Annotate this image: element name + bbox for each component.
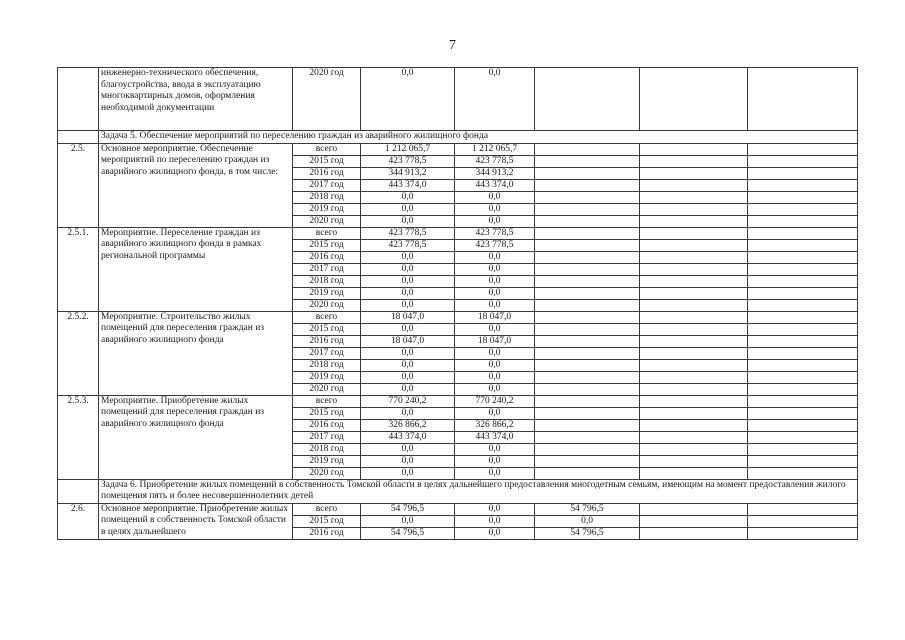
value-total-cell: 0,0 — [361, 287, 455, 299]
continuation-row — [58, 68, 858, 131]
value-total-cell: 423 778,5 — [361, 155, 455, 167]
item-number: 2.5.2. — [58, 311, 99, 395]
table-row — [58, 143, 858, 155]
period-cell: всего — [293, 503, 361, 515]
value-federal-cell — [535, 335, 640, 347]
empty-cell — [748, 179, 858, 191]
value-total-cell: 0,0 — [361, 371, 455, 383]
item-number: 2.5.1. — [58, 227, 99, 311]
empty-cell — [748, 431, 858, 443]
value-total-cell: 1 212 065,7 — [361, 143, 455, 155]
value-total-cell: 443 374,0 — [361, 431, 455, 443]
page-number: 7 — [449, 38, 456, 53]
value-total-cell: 54 796,5 — [361, 503, 455, 515]
value-region-cell: 0,0 — [455, 359, 535, 371]
value-total-cell: 18 047,0 — [361, 311, 455, 323]
program-table — [57, 67, 858, 540]
empty-cell — [640, 167, 748, 179]
value-total-cell: 0,0 — [361, 299, 455, 311]
empty-cell — [640, 323, 748, 335]
period-cell: 2018 год — [293, 443, 361, 455]
empty-cell — [640, 443, 748, 455]
value-region-cell: 18 047,0 — [455, 335, 535, 347]
value-total-cell: 344 913,2 — [361, 167, 455, 179]
empty-cell — [640, 287, 748, 299]
value-total-cell: 0,0 — [361, 347, 455, 359]
value-region-cell: 423 778,5 — [455, 239, 535, 251]
value-federal-cell — [535, 407, 640, 419]
value-total-cell: 0,0 — [361, 407, 455, 419]
empty-cell — [748, 527, 858, 539]
value-total-cell: 18 047,0 — [361, 335, 455, 347]
value-total-cell: 0,0 — [361, 251, 455, 263]
period-cell: 2019 год — [293, 371, 361, 383]
empty-cell — [640, 395, 748, 407]
empty-cell — [748, 311, 858, 323]
item-description: Мероприятие. Переселение граждан из аварийного жилищного фонда в рамках региональной программы — [99, 227, 293, 311]
empty-cell — [640, 467, 748, 479]
empty-cell — [748, 395, 858, 407]
empty-cell — [640, 179, 748, 191]
period-cell: 2020 год — [293, 383, 361, 395]
value-total-cell: 0,0 — [361, 203, 455, 215]
period-cell: 2015 год — [293, 515, 361, 527]
table-row — [58, 227, 858, 239]
num-cell — [58, 131, 99, 144]
value-cell: 0,0 — [455, 68, 535, 131]
value-federal-cell: 54 796,5 — [535, 527, 640, 539]
empty-cell — [640, 311, 748, 323]
empty-cell — [748, 335, 858, 347]
value-region-cell: 18 047,0 — [455, 311, 535, 323]
empty-cell — [640, 359, 748, 371]
value-region-cell: 0,0 — [455, 275, 535, 287]
period-cell: 2018 год — [293, 275, 361, 287]
item-number: 2.5. — [58, 143, 99, 227]
empty-cell — [748, 419, 858, 431]
value-total-cell: 0,0 — [361, 263, 455, 275]
value-region-cell: 0,0 — [455, 347, 535, 359]
item-description: Мероприятие. Строительство жилых помещений для переселения граждан из аварийного жилищного фонда — [99, 311, 293, 395]
value-total-cell: 0,0 — [361, 515, 455, 527]
item-number: 2.6. — [58, 503, 99, 539]
value-region-cell: 423 778,5 — [455, 155, 535, 167]
period-cell: 2016 год — [293, 251, 361, 263]
value-region-cell: 0,0 — [455, 467, 535, 479]
period-cell: 2020 год — [293, 68, 361, 131]
value-region-cell: 443 374,0 — [455, 431, 535, 443]
value-total-cell: 0,0 — [361, 191, 455, 203]
value-region-cell: 0,0 — [455, 215, 535, 227]
empty-cell — [640, 155, 748, 167]
empty-cell — [535, 68, 640, 131]
empty-cell — [748, 467, 858, 479]
period-cell: 2020 год — [293, 299, 361, 311]
empty-cell — [640, 299, 748, 311]
empty-cell — [640, 431, 748, 443]
value-federal-cell — [535, 191, 640, 203]
value-federal-cell — [535, 467, 640, 479]
empty-cell — [640, 371, 748, 383]
value-total-cell: 0,0 — [361, 215, 455, 227]
value-region-cell: 0,0 — [455, 203, 535, 215]
period-cell: 2016 год — [293, 527, 361, 539]
period-cell: 2019 год — [293, 455, 361, 467]
empty-cell — [640, 503, 748, 515]
value-region-cell: 0,0 — [455, 503, 535, 515]
period-cell: 2020 год — [293, 467, 361, 479]
empty-cell — [748, 503, 858, 515]
period-cell: всего — [293, 311, 361, 323]
empty-cell — [748, 287, 858, 299]
empty-cell — [640, 191, 748, 203]
empty-cell — [748, 275, 858, 287]
period-cell: всего — [293, 143, 361, 155]
empty-cell — [748, 203, 858, 215]
empty-cell — [640, 143, 748, 155]
empty-cell — [748, 68, 858, 131]
value-federal-cell — [535, 359, 640, 371]
period-cell: 2016 год — [293, 419, 361, 431]
empty-cell — [640, 419, 748, 431]
value-federal-cell — [535, 443, 640, 455]
value-region-cell: 0,0 — [455, 383, 535, 395]
value-region-cell: 0,0 — [455, 191, 535, 203]
value-cell: 0,0 — [361, 68, 455, 131]
task-5-heading: Задача 5. Обеспечение мероприятий по переселению граждан из аварийного жилищного фонда — [99, 131, 858, 144]
table-row — [58, 395, 858, 407]
value-region-cell: 0,0 — [455, 407, 535, 419]
value-federal-cell — [535, 167, 640, 179]
empty-cell — [640, 407, 748, 419]
value-federal-cell — [535, 155, 640, 167]
value-federal-cell — [535, 227, 640, 239]
value-federal-cell — [535, 347, 640, 359]
empty-cell — [640, 68, 748, 131]
item-number: 2.5.3. — [58, 395, 99, 479]
num-cell — [58, 479, 99, 503]
period-cell: 2016 год — [293, 335, 361, 347]
empty-cell — [748, 143, 858, 155]
period-cell: 2015 год — [293, 407, 361, 419]
period-cell: 2020 год — [293, 215, 361, 227]
empty-cell — [640, 227, 748, 239]
item-description: Мероприятие. Приобретение жилых помещений для переселения граждан из аварийного жилищного фонда — [99, 395, 293, 479]
value-total-cell: 54 796,5 — [361, 527, 455, 539]
empty-cell — [748, 371, 858, 383]
value-federal-cell: 0,0 — [535, 515, 640, 527]
empty-cell — [748, 347, 858, 359]
period-cell: 2019 год — [293, 203, 361, 215]
value-region-cell: 344 913,2 — [455, 167, 535, 179]
value-region-cell: 0,0 — [455, 251, 535, 263]
value-total-cell: 0,0 — [361, 359, 455, 371]
empty-cell — [640, 203, 748, 215]
value-federal-cell — [535, 179, 640, 191]
value-region-cell: 0,0 — [455, 287, 535, 299]
value-federal-cell — [535, 395, 640, 407]
value-total-cell: 443 374,0 — [361, 179, 455, 191]
empty-cell — [640, 347, 748, 359]
value-federal-cell — [535, 143, 640, 155]
value-federal-cell — [535, 203, 640, 215]
empty-cell — [748, 167, 858, 179]
empty-cell — [748, 359, 858, 371]
empty-cell — [640, 275, 748, 287]
empty-cell — [748, 455, 858, 467]
value-federal-cell — [535, 299, 640, 311]
period-cell: всего — [293, 227, 361, 239]
value-federal-cell: 54 796,5 — [535, 503, 640, 515]
empty-cell — [748, 215, 858, 227]
empty-cell — [748, 227, 858, 239]
period-cell: 2015 год — [293, 155, 361, 167]
empty-cell — [748, 251, 858, 263]
value-federal-cell — [535, 239, 640, 251]
value-region-cell: 0,0 — [455, 443, 535, 455]
task-row — [58, 131, 858, 144]
value-region-cell: 0,0 — [455, 299, 535, 311]
empty-cell — [640, 455, 748, 467]
value-federal-cell — [535, 419, 640, 431]
value-total-cell: 770 240,2 — [361, 395, 455, 407]
empty-cell — [640, 515, 748, 527]
value-total-cell: 0,0 — [361, 455, 455, 467]
empty-cell — [748, 383, 858, 395]
value-region-cell: 326 866,2 — [455, 419, 535, 431]
value-region-cell: 0,0 — [455, 455, 535, 467]
empty-cell — [748, 263, 858, 275]
period-cell: 2015 год — [293, 323, 361, 335]
value-total-cell: 423 778,5 — [361, 227, 455, 239]
period-cell: 2018 год — [293, 191, 361, 203]
value-federal-cell — [535, 455, 640, 467]
task-row — [58, 479, 858, 503]
period-cell: 2017 год — [293, 347, 361, 359]
task-6-heading: Задача 6. Приобретение жилых помещений в собственность Томской области в целях дальнейшего предоставления многодетным семьям, имеющим на момент предоставления жилого помещения пять и более несовершеннолетних детей — [99, 479, 858, 503]
empty-cell — [640, 239, 748, 251]
value-federal-cell — [535, 287, 640, 299]
value-federal-cell — [535, 251, 640, 263]
empty-cell — [640, 251, 748, 263]
value-region-cell: 0,0 — [455, 371, 535, 383]
empty-cell — [640, 527, 748, 539]
value-federal-cell — [535, 431, 640, 443]
value-region-cell: 0,0 — [455, 515, 535, 527]
num-cell — [58, 68, 99, 131]
value-region-cell: 0,0 — [455, 263, 535, 275]
empty-cell — [748, 155, 858, 167]
period-cell: всего — [293, 395, 361, 407]
continuation-text: инженерно-технического обеспечения, благоустройства, ввода в эксплуатацию многоквартирных домов, оформления необходимой документации — [99, 68, 293, 131]
empty-cell — [748, 515, 858, 527]
value-region-cell: 443 374,0 — [455, 179, 535, 191]
item-description: Основное мероприятие. Обеспечение мероприятий по переселению граждан из аварийного жилищного фонда, в том числе: — [99, 143, 293, 227]
empty-cell — [640, 215, 748, 227]
period-cell: 2016 год — [293, 167, 361, 179]
empty-cell — [640, 383, 748, 395]
value-region-cell: 1 212 065,7 — [455, 143, 535, 155]
value-total-cell: 0,0 — [361, 443, 455, 455]
value-region-cell: 423 778,5 — [455, 227, 535, 239]
value-total-cell: 0,0 — [361, 323, 455, 335]
period-cell: 2017 год — [293, 263, 361, 275]
value-federal-cell — [535, 275, 640, 287]
value-federal-cell — [535, 311, 640, 323]
period-cell: 2018 год — [293, 359, 361, 371]
value-total-cell: 326 866,2 — [361, 419, 455, 431]
value-region-cell: 0,0 — [455, 527, 535, 539]
empty-cell — [748, 299, 858, 311]
period-cell: 2017 год — [293, 179, 361, 191]
item-description: Основное мероприятие. Приобретение жилых помещений в собственность Томской области в целях дальнейшего — [99, 503, 293, 539]
table-row — [58, 311, 858, 323]
empty-cell — [748, 443, 858, 455]
period-cell: 2015 год — [293, 239, 361, 251]
value-federal-cell — [535, 263, 640, 275]
period-cell: 2019 год — [293, 287, 361, 299]
value-region-cell: 0,0 — [455, 323, 535, 335]
empty-cell — [748, 191, 858, 203]
value-total-cell: 0,0 — [361, 467, 455, 479]
value-region-cell: 770 240,2 — [455, 395, 535, 407]
table-row — [58, 503, 858, 515]
period-cell: 2017 год — [293, 431, 361, 443]
value-federal-cell — [535, 215, 640, 227]
value-federal-cell — [535, 371, 640, 383]
empty-cell — [640, 263, 748, 275]
empty-cell — [748, 239, 858, 251]
value-federal-cell — [535, 383, 640, 395]
value-total-cell: 423 778,5 — [361, 239, 455, 251]
value-total-cell: 0,0 — [361, 275, 455, 287]
empty-cell — [748, 407, 858, 419]
value-total-cell: 0,0 — [361, 383, 455, 395]
value-federal-cell — [535, 323, 640, 335]
empty-cell — [640, 335, 748, 347]
empty-cell — [748, 323, 858, 335]
